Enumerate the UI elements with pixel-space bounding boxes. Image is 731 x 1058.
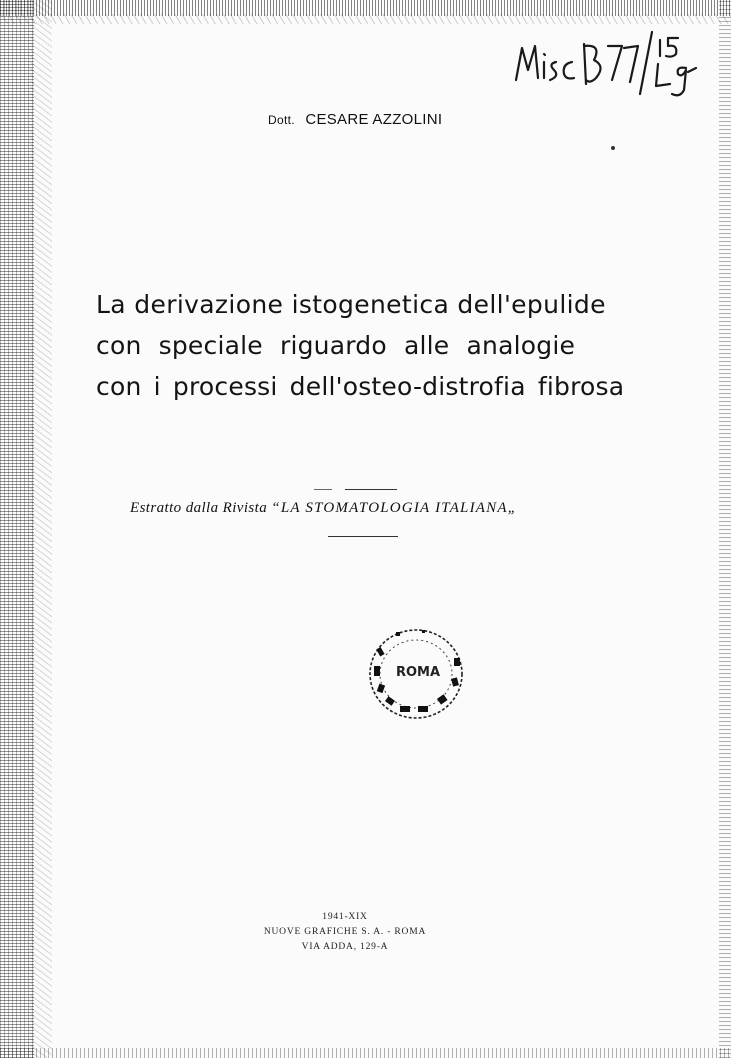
imprint-block xyxy=(240,910,450,955)
author-prefix: Dott. xyxy=(268,113,295,127)
imprint-address: VIA ADDA, 129-A xyxy=(301,942,389,952)
library-stamp xyxy=(360,618,476,728)
scan-edge-bottom xyxy=(0,1048,731,1058)
speck xyxy=(611,146,615,150)
handwritten-archive-mark xyxy=(508,28,708,108)
scan-edge-left-noise xyxy=(30,0,52,1058)
stamp-text: ROMA xyxy=(396,665,441,680)
scan-edge-right xyxy=(719,0,731,1058)
extract-prefix: Estratto dalla Rivista xyxy=(130,500,268,516)
divider-dash xyxy=(314,489,332,490)
scan-edge-top-noise xyxy=(0,14,731,24)
extract-line xyxy=(130,500,610,517)
author-line xyxy=(268,111,528,128)
title-line-1: La derivazione istogenetica dell'epulide xyxy=(96,290,606,319)
journal-name: “LA STOMATOLOGIA ITALIANA„ xyxy=(271,500,518,516)
title-line-2: con speciale riguardo alle analogie xyxy=(96,331,576,360)
divider-rule-bottom xyxy=(328,536,398,537)
scan-edge-left xyxy=(0,0,34,1058)
title-line-3: con i processi dell'osteo-distrofia fibrosa xyxy=(96,372,625,401)
imprint-publisher: NUOVE GRAFICHE S. A. - ROMA xyxy=(263,927,427,937)
document-title xyxy=(96,284,656,407)
imprint-year: 1941-XIX xyxy=(322,912,368,922)
divider-rule-top xyxy=(345,489,397,490)
author-name: CESARE AZZOLINI xyxy=(305,111,443,128)
